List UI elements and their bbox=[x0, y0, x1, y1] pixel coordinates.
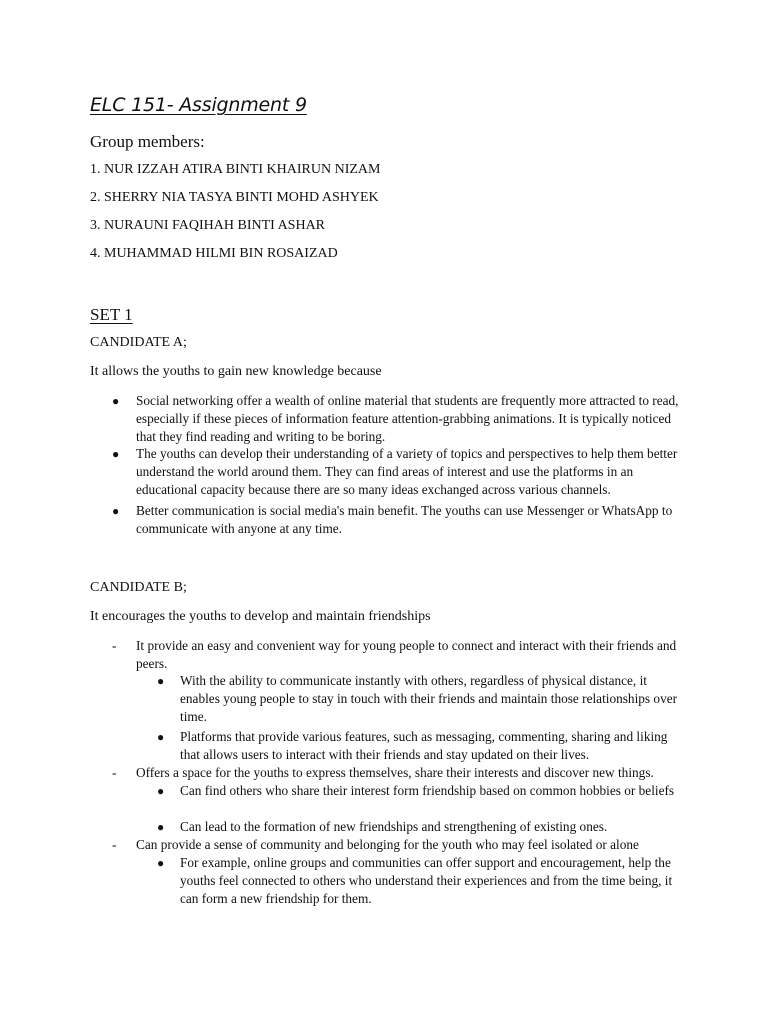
candidate-a-label: CANDIDATE A; bbox=[90, 335, 187, 350]
set-heading: SET 1 bbox=[90, 305, 133, 324]
dash-marker: - bbox=[112, 765, 117, 780]
bullet-marker: ● bbox=[157, 856, 165, 870]
bullet-marker: ● bbox=[112, 394, 120, 408]
candidate-a-bullet: Social networking offer a wealth of online material that students are frequently more attracted to read, especially if these pieces of information feature attention-grabbing animations. It is typically noticed that they find reading and writing to be boring. bbox=[136, 393, 679, 444]
candidate-a-bullet: Better communication is social media's main benefit. The youths can use Messenger or WhatsApp to communicate with anyone at any time. bbox=[136, 503, 673, 536]
member-item: 2. SHERRY NIA TASYA BINTI MOHD ASHYEK bbox=[90, 190, 379, 205]
candidate-b-point: Can provide a sense of community and belonging for the youth who may feel isolated or alone bbox=[136, 837, 639, 852]
bullet-marker: ● bbox=[157, 784, 165, 798]
candidate-b-label: CANDIDATE B; bbox=[90, 580, 187, 595]
member-item: 3. NURAUNI FAQIHAH BINTI ASHAR bbox=[90, 218, 326, 233]
candidate-a-bullet: The youths can develop their understanding of a variety of topics and perspectives to help them better understand the world around them. They can find areas of interest and use the platforms in an educational capacity because there are so many ideas exchanged across various channels. bbox=[136, 446, 678, 497]
candidate-a-intro: It allows the youths to gain new knowledge because bbox=[90, 364, 382, 379]
dash-marker: - bbox=[112, 837, 117, 852]
bullet-marker: ● bbox=[112, 447, 120, 461]
candidate-b-point: Offers a space for the youths to express themselves, share their interests and discover new things. bbox=[136, 765, 654, 780]
bullet-marker: ● bbox=[112, 504, 120, 518]
candidate-b-subpoint: For example, online groups and communities can offer support and encouragement, help the youths feel connected to others who understand their experiences and from the time being, it can form a new friendship for them. bbox=[180, 855, 673, 906]
dash-marker: - bbox=[112, 638, 117, 653]
candidate-b-subpoint: With the ability to communicate instantly with others, regardless of physical distance, it enables young people to stay in touch with their friends and maintain those relationships over time. bbox=[180, 673, 678, 724]
member-item: 4. MUHAMMAD HILMI BIN ROSAIZAD bbox=[90, 246, 338, 261]
candidate-b-subpoint: Can lead to the formation of new friendships and strengthening of existing ones. bbox=[180, 819, 608, 834]
bullet-marker: ● bbox=[157, 674, 165, 688]
bullet-marker: ● bbox=[157, 820, 165, 834]
group-members-heading: Group members: bbox=[90, 132, 205, 151]
candidate-b-point: It provide an easy and convenient way for young people to connect and interact with their friends and peers. bbox=[136, 638, 677, 671]
document-title: ELC 151- Assignment 9 bbox=[90, 94, 307, 116]
candidate-b-subpoint: Can find others who share their interest form friendship based on common hobbies or beliefs bbox=[180, 783, 675, 798]
candidate-b-intro: It encourages the youths to develop and maintain friendships bbox=[90, 609, 431, 624]
candidate-b-subpoint: Platforms that provide various features, such as messaging, commenting, sharing and liking that allows users to interact with their friends and stay updated on their lives. bbox=[180, 729, 668, 762]
member-item: 1. NUR IZZAH ATIRA BINTI KHAIRUN NIZAM bbox=[90, 162, 381, 177]
bullet-marker: ● bbox=[157, 730, 165, 744]
